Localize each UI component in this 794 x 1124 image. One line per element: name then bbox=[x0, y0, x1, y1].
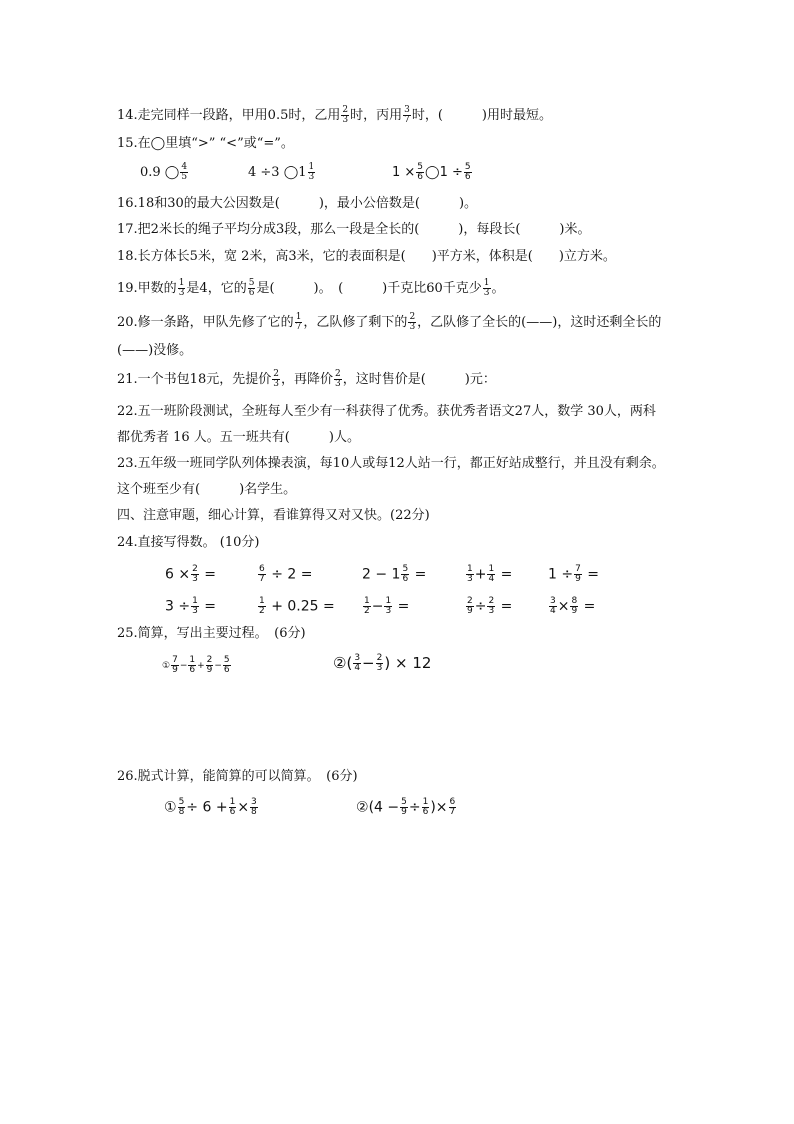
calc-25-1: ① $\frac{7}{9}$ − $\frac{1}{6}$ + $\frac{2}{9}$ − $\frac{5}{6}$ bbox=[162, 655, 230, 675]
fraction: $\frac{2}{3}$ bbox=[488, 596, 495, 616]
calc-item: $\frac{2}{9}$ ÷ $\frac{2}{3}$ = bbox=[467, 596, 513, 616]
fraction: $\frac{5}{8}$ bbox=[178, 797, 185, 817]
calc-item: 6 × $\frac{2}{3}$ = bbox=[165, 564, 217, 584]
fraction: $\frac{1}{3}$ bbox=[308, 162, 315, 182]
fraction: $\frac{4}{5}$ bbox=[181, 162, 188, 182]
question-16: 16.18和30的最大公因数是( )，最小公倍数是( )。 bbox=[117, 196, 478, 211]
question-17: 17.把2米长的绳子平均分成3段，那么一段是全长的( )，每段长( )米。 bbox=[117, 222, 591, 237]
fraction: $\frac{1}{3}$ bbox=[178, 278, 185, 298]
question-20: 20.修一条路，甲队先修了它的 $\frac{1}{7}$ ，乙队修了剩下的 $\frac{2}{3}$ ，乙队修了全长的(——)，这时还剩全长的 bbox=[117, 312, 662, 332]
calc-26-2: ②(4 − $\frac{5}{9}$ ÷ $\frac{1}{6}$ )× $\frac{6}{7}$ bbox=[356, 797, 456, 817]
fraction: $\frac{5}{6}$ bbox=[417, 162, 424, 182]
calc-item: $\frac{6}{7}$ ÷ 2 = bbox=[259, 564, 313, 584]
fraction: $\frac{2}{3}$ bbox=[376, 653, 383, 673]
fraction: $\frac{7}{9}$ bbox=[172, 655, 178, 675]
fraction: $\frac{1}{7}$ bbox=[295, 312, 302, 332]
question-25: 25.简算，写出主要过程。 (6分) bbox=[117, 626, 306, 641]
question-19: 19.甲数的 $\frac{1}{3}$ 是4，它的 $\frac{5}{6}$ 是( )。 ( )千克比60千克少 $\frac{1}{3}$ 。 bbox=[117, 278, 505, 298]
fraction: $\frac{2}{3}$ bbox=[334, 369, 341, 389]
fraction: $\frac{5}{6}$ bbox=[248, 278, 255, 298]
fraction: $\frac{1}{3}$ bbox=[467, 564, 473, 584]
fraction: $\frac{2}{9}$ bbox=[206, 655, 213, 675]
fraction: $\frac{1}{3}$ bbox=[385, 596, 392, 616]
question-15-item-2: 4 ÷3 ◯1 $\frac{1}{3}$ bbox=[248, 162, 315, 182]
calc-item: 1 ÷ $\frac{7}{9}$ = bbox=[548, 564, 600, 584]
fraction: $\frac{1}{3}$ bbox=[192, 596, 198, 616]
fraction: $\frac{1}{6}$ bbox=[422, 797, 429, 817]
question-15-item-3: 1 × $\frac{5}{6}$ ◯1 ÷ $\frac{5}{6}$ bbox=[392, 162, 471, 182]
calc-item: 2 − 1 $\frac{5}{6}$ = bbox=[362, 564, 427, 584]
fraction: $\frac{2}{3}$ bbox=[273, 369, 279, 389]
fraction: $\frac{1}{6}$ bbox=[229, 797, 236, 817]
fraction: $\frac{5}{6}$ bbox=[464, 162, 471, 182]
question-20-cont: (——)没修。 bbox=[117, 343, 193, 358]
fraction: $\frac{1}{2}$ bbox=[364, 596, 370, 616]
fraction: $\frac{6}{7}$ bbox=[259, 564, 265, 584]
calc-item: $\frac{1}{3}$ + $\frac{1}{4}$ = bbox=[467, 564, 513, 584]
question-18: 18.长方体长5米，宽 2米，高3米，它的表面积是( )平方米，体积是( )立方米。 bbox=[117, 249, 616, 264]
fraction: $\frac{3}{4}$ bbox=[550, 596, 556, 616]
question-15: 15.在◯里填“>” “<”或“=”。 bbox=[117, 136, 294, 151]
fraction: $\frac{3}{4}$ bbox=[354, 653, 361, 673]
fraction: $\frac{1}{4}$ bbox=[488, 564, 495, 584]
question-26: 26.脱式计算，能简算的可以简算。 (6分) bbox=[117, 769, 358, 784]
calc-item: 3 ÷ $\frac{1}{3}$ = bbox=[165, 596, 217, 616]
fraction: $\frac{2}{9}$ bbox=[467, 596, 473, 616]
fraction: $\frac{7}{9}$ bbox=[575, 564, 581, 584]
question-23: 23.五年级一班同学队列体操表演，每10人或每12人站一行，都正好站成整行，并且没有剩余。 bbox=[117, 456, 665, 471]
calc-26-1: ① $\frac{5}{8}$ ÷ 6 + $\frac{1}{6}$ × $\frac{3}{8}$ bbox=[164, 797, 257, 817]
calc-item: $\frac{3}{4}$ × $\frac{8}{9}$ = bbox=[550, 596, 596, 616]
fraction: $\frac{1}{3}$ bbox=[483, 278, 490, 298]
fraction: $\frac{3}{7}$ bbox=[404, 105, 410, 125]
fraction: $\frac{5}{9}$ bbox=[401, 797, 407, 817]
calc-25-2: ②( $\frac{3}{4}$ − $\frac{2}{3}$ ) × 12 bbox=[333, 653, 432, 673]
fraction: $\frac{5}{6}$ bbox=[402, 564, 409, 584]
fraction: $\frac{8}{9}$ bbox=[571, 596, 578, 616]
section-4-heading: 四、注意审题，细心计算，看谁算得又对又快。(22分) bbox=[117, 508, 430, 523]
fraction: $\frac{2}{3}$ bbox=[409, 312, 416, 332]
question-24: 24.直接写得数。 (10分) bbox=[117, 535, 260, 550]
question-21: 21.一个书包18元，先提价 $\frac{2}{3}$ ，再降价 $\frac{2}{3}$ ，这时售价是( )元： bbox=[117, 369, 496, 389]
question-23-cont: 这个班至少有( )名学生。 bbox=[117, 482, 297, 497]
fraction: $\frac{2}{3}$ bbox=[192, 564, 198, 584]
question-22-cont: 都优秀者 16 人。五一班共有( )人。 bbox=[117, 430, 360, 445]
fraction: $\frac{5}{6}$ bbox=[223, 655, 230, 675]
fraction: $\frac{6}{7}$ bbox=[449, 797, 456, 817]
fraction: $\frac{3}{8}$ bbox=[251, 797, 257, 817]
calc-item: $\frac{1}{2}$ + 0.25 = bbox=[259, 596, 335, 616]
fraction: $\frac{1}{2}$ bbox=[259, 596, 265, 616]
question-22: 22.五一班阶段测试，全班每人至少有一科获得了优秀。获优秀者语文27人，数学 30人，两科 bbox=[117, 404, 656, 419]
question-15-items: 0.9 ◯ $\frac{4}{5}$ bbox=[140, 162, 188, 182]
question-14: 14.走完同样一段路，甲用0.5时，乙用 $\frac{2}{3}$ 时，丙用 $\frac{3}{7}$ 时，( )用时最短。 bbox=[117, 105, 552, 125]
fraction: $\frac{2}{3}$ bbox=[342, 105, 349, 125]
fraction: $\frac{1}{6}$ bbox=[189, 655, 196, 675]
calc-item: $\frac{1}{2}$ − $\frac{1}{3}$ = bbox=[364, 596, 410, 616]
